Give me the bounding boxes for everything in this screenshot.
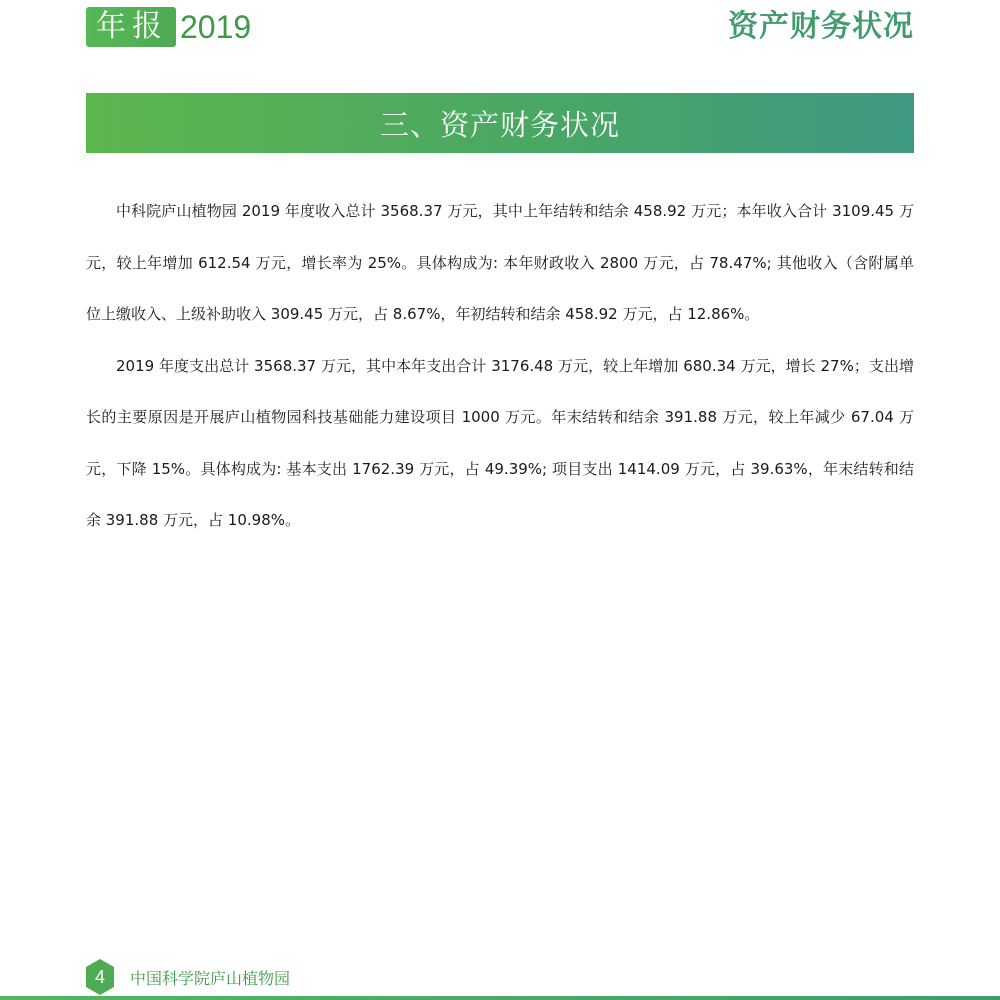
report-year-badge: [86, 7, 251, 47]
income-paragraph: 中科院庐山植物园 2019 年度收入总计 3568.37 万元，其中上年结转和结余 458.92 万元；本年收入合计 3109.45 万元，较上年增加 612.54 万元，增长率为 25%。具体构成为: 本年财政收入 2800 万元，占 78.47%; 其他收入（含附属单位上缴收入、上级补助收入 309.45 万元，占 8.67%，年初结转和结余 458.92 万元，占 12.86%。: [86, 202, 914, 323]
body-content: [86, 186, 914, 547]
annual-report-label: 年报: [86, 7, 176, 47]
section-banner: [86, 93, 914, 153]
footer-organization: 中国科学院庐山植物园: [130, 969, 291, 988]
header-section-name: 资产财务状况: [728, 9, 914, 44]
page-number: 4: [94, 966, 105, 987]
report-year: 2019: [180, 9, 252, 45]
expenditure-paragraph: 2019 年度支出总计 3568.37 万元，其中本年支出合计 3176.48 万元，较上年增加 680.34 万元，增长 27%；支出增长的主要原因是开展庐山植物园科技基础能力建设项目 1000 万元。年末结转和结余 391.88 万元，较上年减少 67.04 万元，下降 15%。具体构成为: 基本支出 1762.39 万元，占 49.39%; 项目支出 1414.09 万元，占 39.63%，年末结转和结余 391.88 万元，占 10.98%。: [86, 356, 914, 529]
page-number-badge: [85, 958, 115, 996]
footer-divider: [0, 996, 1000, 1000]
section-title: 三、资产财务状况: [379, 107, 620, 142]
